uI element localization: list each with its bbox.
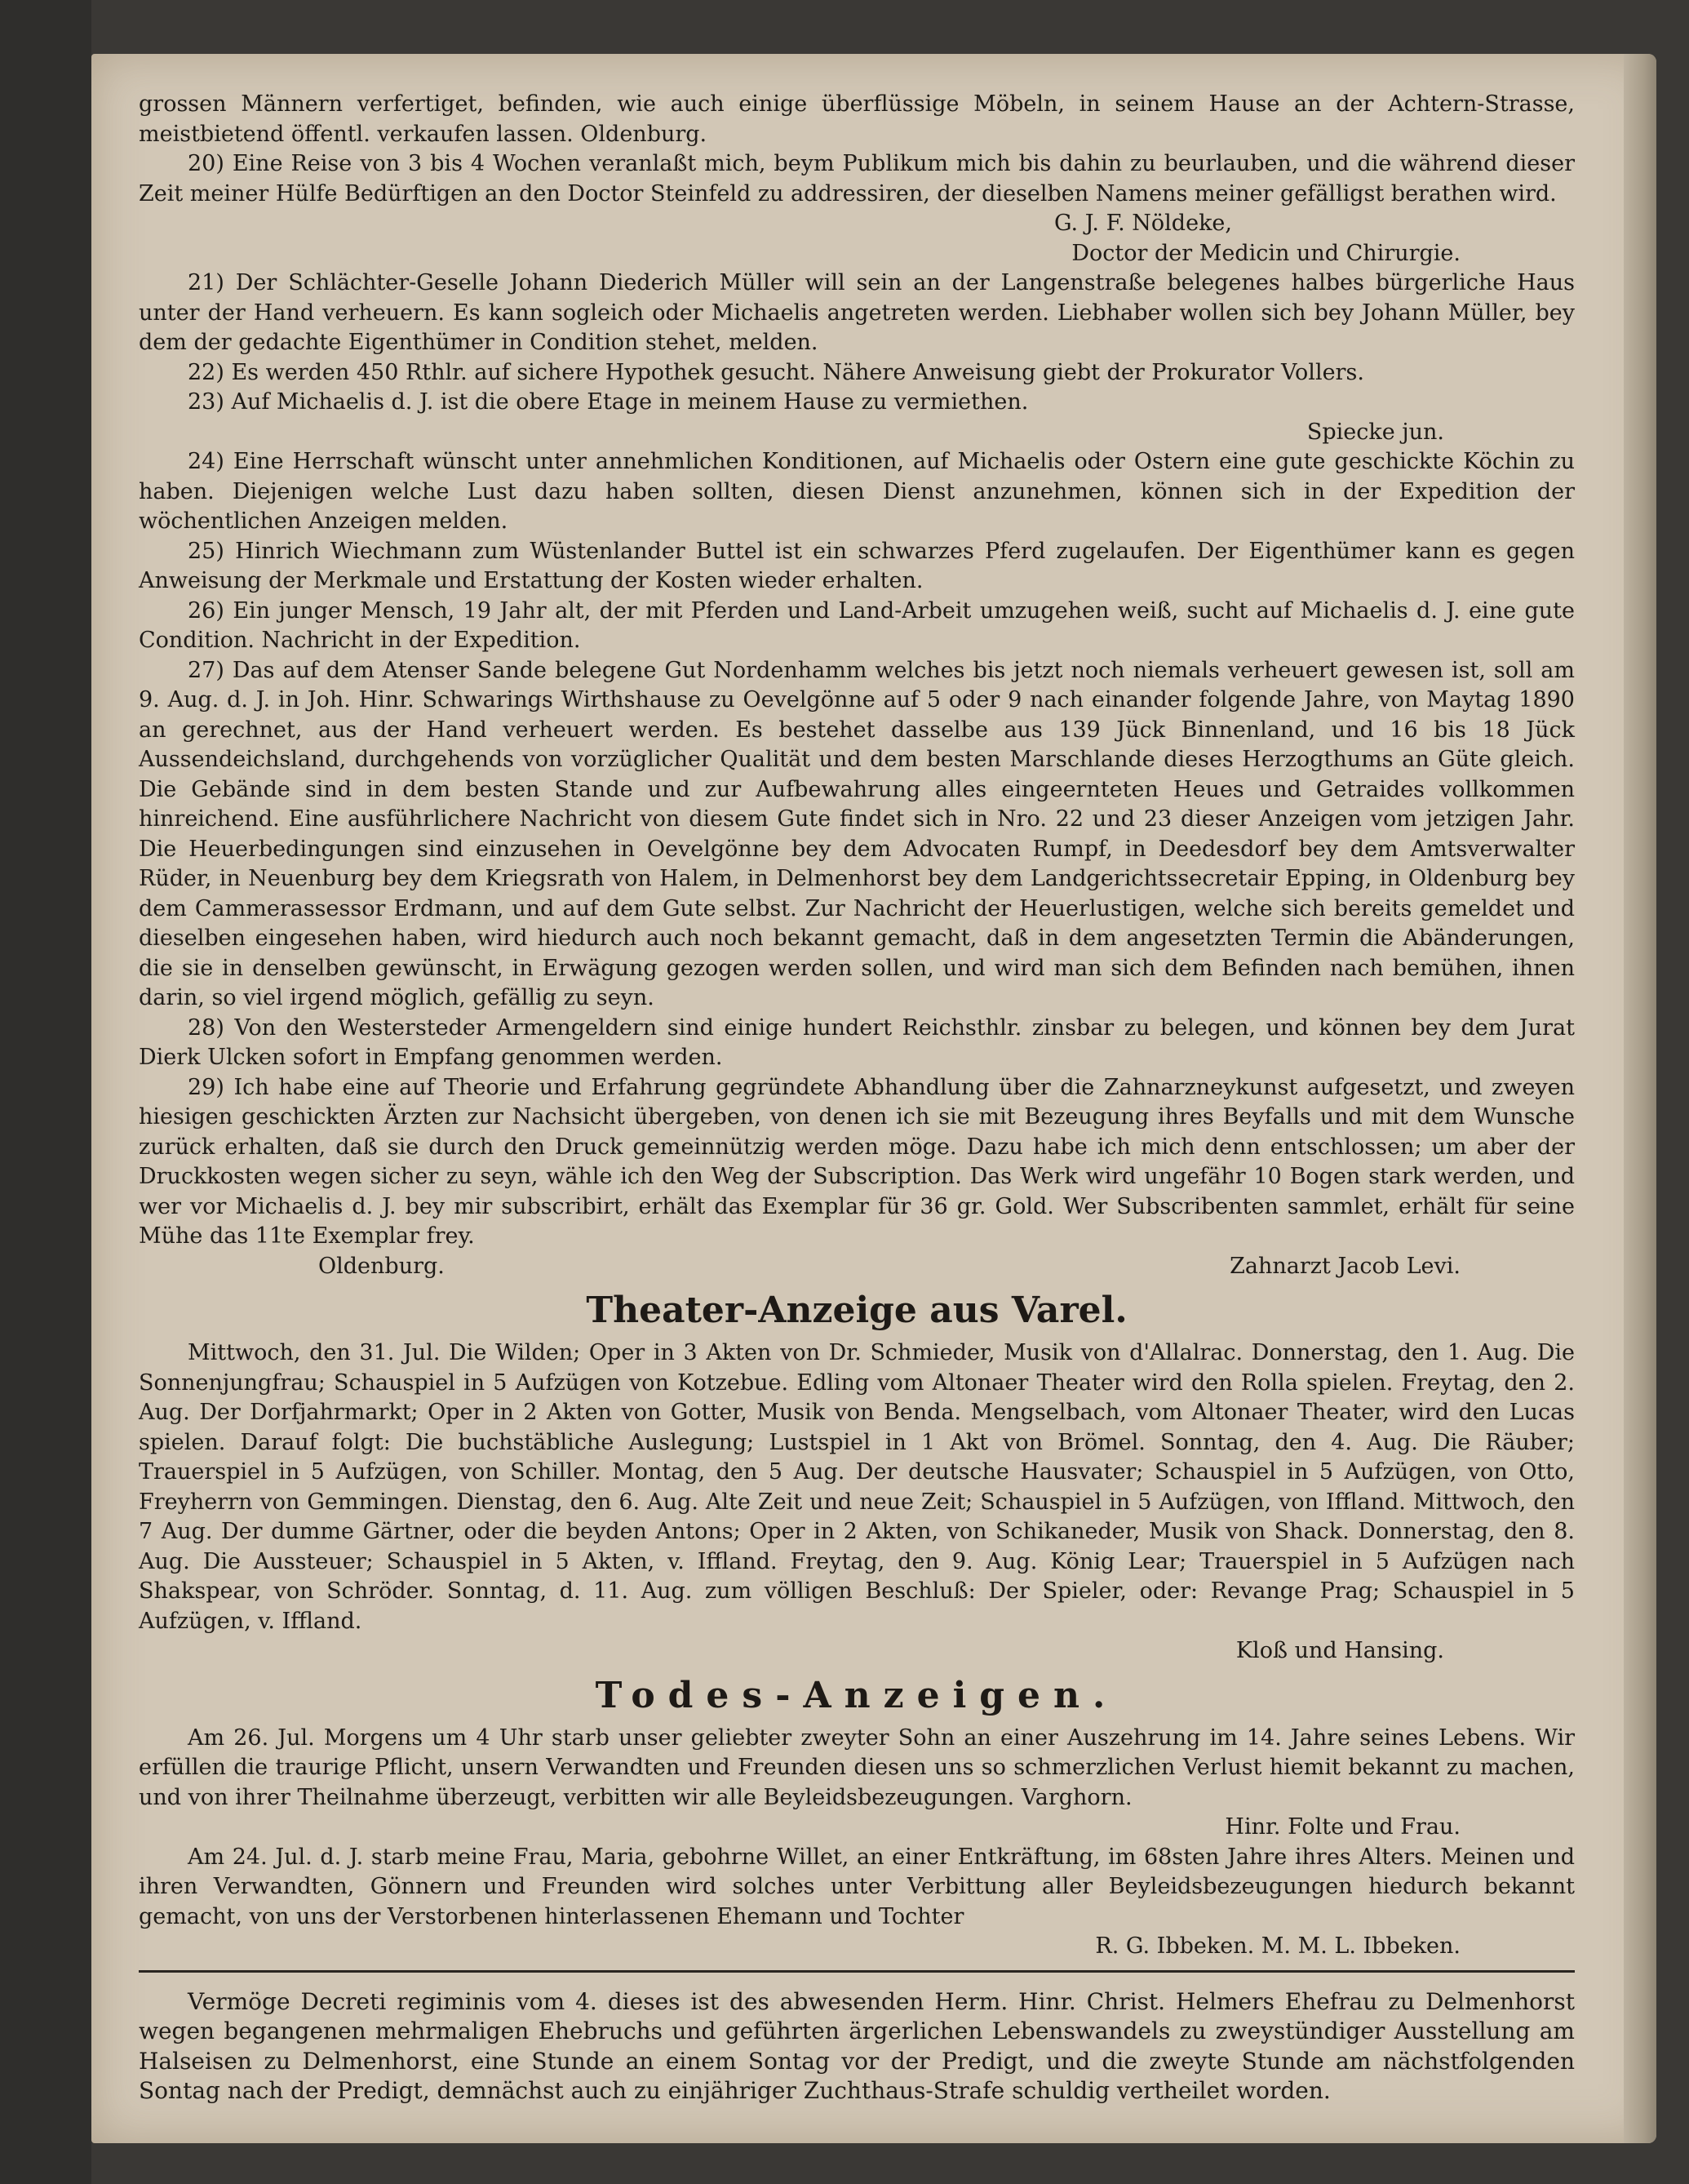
section-divider xyxy=(139,1970,1575,1973)
paragraph-24: 24) Eine Herrschaft wünscht unter annehmlichen Konditionen, auf Michaelis oder Ostern eine gute geschickte Köchin zu haben. Diejenigen welche Lust dazu haben sollten, diesen Dienst anzunehmen, können sich in der Expedition der wöchentlichen Anzeigen melden. xyxy=(139,449,1575,534)
paragraph-22: 22) Es werden 450 Rthlr. auf sichere Hypothek gesucht. Nähere Anweisung giebt der Prokurator Vollers. xyxy=(188,359,1364,385)
theater-schedule: Mittwoch, den 31. Jul. Die Wilden; Oper in 3 Akten von Dr. Schmieder, Musik von d'Allalrac. Donnerstag, den 1. Aug. Die Sonnenjungfrau; Schauspiel in 5 Aufzügen von Kotzebue. Edling vom Altonaer Theater wird den Rolla spielen. Freytag, den 2. Aug. Der Dorfjahrmarkt; Oper in 2 Akten von Gotter, Musik von Benda. Mengselbach, vom Altonaer Theater, wird den Lucas spielen. Darauf folgt: Die buchstäbliche Auslegung; Lustspiel in 1 Akt von Brömel. Sonntag, den 4. Aug. Die Räuber; Trauerspiel in 5 Aufzügen, von Schiller. Montag, den 5 Aug. Der deutsche Hausvater; Schauspiel in 5 Aufzügen, von Otto, Freyherrn von Gemmingen. Dienstag, den 6. Aug. Alte Zeit und neue Zeit; Schauspiel in 5 Aufzügen, von Iffland. Mittwoch, den 7 Aug. Der dumme Gärtner, oder die beyden Antons; Oper in 2 Akten, von Schikaneder, Musik von Shack. Donnerstag, den 8. Aug. Die Aussteuer; Schauspiel in 5 Akten, v. Iffland. Freytag, den 9. Aug. König Lear; Trauerspiel in 5 Aufzügen nach Shakspear, von Schröder. Sonntag, d. 11. Aug. zum völligen Beschluß: Der Spieler, oder: Revange Prag; Schauspiel in 5 Aufzügen, v. Iffland. xyxy=(139,1340,1575,1634)
paragraph-27: 27) Das auf dem Atenser Sande belegene Gut Nordenhamm welches bis jetzt noch niemals verheuert gewesen ist, soll am 9. Aug. d. J. in Joh. Hinr. Schwarings Wirthshause zu Oevelgönne auf 5 oder 9 nach einander folgende Jahre, von Maytag 1890 an gerechnet, aus der Hand verheuert werden. Es bestehet dasselbe aus 139 Jück Binnenland, und 16 bis 18 Jück Aussendeichsland, durchgehends von vorzüglicher Qualität und dem besten Marschlande dieses Herzogthums an Güte gleich. Die Gebände sind in dem besten Stande und zur Aufbewahrung alles eingeernteten Heues und Getraides vollkommen hinreichend. Eine ausführlichere Nachricht von diesem Gute findet sich in Nro. 22 und 23 dieser Anzeigen vom jetzigen Jahr. Die Heuerbedingungen sind einzusehen in Oevelgönne bey dem Advocaten Rumpf, in Deedesdorf bey dem Amtsverwalter Rüder, in Neuenburg bey dem Kriegsrath von Halem, in Delmenhorst bey dem Landgerichtssecretair Epping, in Oldenburg bey dem Cammerassessor Erdmann, und auf dem Gute selbst. Zur Nachricht der Heuerlustigen, welche sich bereits gemeldet und dieselben eingesehen haben, wird hiedurch auch noch bekannt gemacht, daß in dem angesetzten Termin die Abänderungen, die sie in denselben gewünscht, in Erwägung gezogen werden sollen, und wird man sich dem Befinden nach bemühen, ihnen darin, so viel irgend möglich, gefällig zu seyn. xyxy=(139,657,1575,1010)
death-notice-1-signature: Hinr. Folte und Frau. xyxy=(1225,1814,1461,1840)
paragraph-29: 29) Ich habe eine auf Theorie und Erfahrung gegründete Abhandlung über die Zahnarzneykunst aufgesetzt, und zweyen hiesigen geschickten Ärzten zur Nachsicht übergeben, von denen ich sie mit Bezeugung ihres Beyfalls und mit dem Wunsche zurück erhalten, daß sie durch den Druck gemeinnützig werden möge. Dazu habe ich mich denn entschlossen; um aber der Druckkosten wegen sicher zu seyn, wähle ich den Weg der Subscription. Das Werk wird ungefähr 10 Bogen stark werden, und wer vor Michaelis d. J. bey mir subscribirt, erhält das Exemplar für 36 gr. Gold. Wer Subscribenten sammlet, erhält für seine Mühe das 11te Exemplar frey. xyxy=(139,1074,1575,1249)
court-decree-notice: Vermöge Decreti regiminis vom 4. dieses ist des abwesenden Herm. Hinr. Christ. Helmers Ehefrau zu Delmenhorst wegen begangenen mehrmaligen Ehebruchs und geführten ärgerlichen Lebenswandels zu zweystündiger Ausstellung am Halseisen zu Delmenhorst, eine Stunde an einem Sontag vor der Predigt, und die zweyte Stunde am nächstfolgenden Sontag nach der Predigt, demnächst auch zu einjähriger Zuchthaus-Strafe schuldig vertheilet worden. xyxy=(139,1987,1575,2104)
paragraph-28: 28) Von den Westersteder Armengeldern sind einige hundert Reichsthlr. zinsbar zu belegen, und können bey dem Jurat Dierk Ulcken sofort in Empfang genommen werden. xyxy=(139,1014,1575,1070)
death-notices-heading: Todes-Anzeigen. xyxy=(595,1674,1119,1716)
death-notice-2-signature: R. G. Ibbeken. M. M. L. Ibbeken. xyxy=(1095,1933,1461,1959)
scan-background xyxy=(0,0,91,2184)
paragraph-23: 23) Auf Michaelis d. J. ist die obere Etage in meinem Hause zu vermiethen. xyxy=(188,389,1029,415)
paragraph-26: 26) Ein junger Mensch, 19 Jahr alt, der mit Pferden und Land-Arbeit umzugehen weiß, sucht auf Michaelis d. J. eine gute Condition. Nachricht in der Expedition. xyxy=(139,597,1575,653)
page-edge xyxy=(1624,54,1656,2143)
paragraph-21: 21) Der Schlächter-Geselle Johann Diederich Müller will sein an der Langenstraße belegenes halbes bürgerliche Haus unter der Hand verheuern. Es kann sogleich oder Michaelis angetreten werden. Liebhaber wollen sich bey Johann Müller, bey dem der gedachte Eigenthümer in Condition stehet, melden. xyxy=(139,270,1575,355)
paragraph-29-signature-line xyxy=(139,1252,1575,1282)
theater-heading: Theater-Anzeige aus Varel. xyxy=(586,1290,1128,1331)
paragraph-20: 20) Eine Reise von 3 bis 4 Wochen veranlaßt mich, beym Publikum mich bis dahin zu beurlauben, und die während dieser Zeit meiner Hülfe Bedürftigen an den Doctor Steinfeld zu addressiren, der dieselben Namens meiner gefälligst berathen wird. xyxy=(139,151,1575,206)
paragraph-20-signature-title: Doctor der Medicin und Chirurgie. xyxy=(1071,240,1461,266)
paragraph-23-signature: Spiecke jun. xyxy=(1306,419,1444,445)
paragraph-19-continuation: grossen Männern verfertiget, befinden, wie auch einige überflüssige Möbeln, in seinem Hause an der Achtern-Strasse, meistbietend öffentl. verkaufen lassen. Oldenburg. xyxy=(139,91,1575,147)
paragraph-20-signature-name: G. J. F. Nöldeke, xyxy=(1053,211,1232,236)
paragraph-25: 25) Hinrich Wiechmann zum Wüstenlander Buttel ist ein schwarzes Pferd zugelaufen. Der Eigenthümer kann es gegen Anweisung der Merkmale und Erstattung der Kosten wieder erhalten. xyxy=(139,538,1575,593)
page-content xyxy=(139,90,1575,2106)
paragraph-29-signature: Zahnarzt Jacob Levi. xyxy=(1230,1253,1461,1279)
death-notice-2: Am 24. Jul. d. J. starb meine Frau, Maria, gebohrne Willet, an einer Entkräftung, im 68sten Jahre ihres Alters. Meinen und ihren Verwandten, Gönnern und Freunden wird solches unter Verbittung aller Beyleidsbezeugungen hiedurch bekannt gemacht, von uns der Verstorbenen hinterlassenen Ehemann und Tochter xyxy=(139,1844,1575,1929)
death-notice-1: Am 26. Jul. Morgens um 4 Uhr starb unser geliebter zweyter Sohn an einer Auszehrung im 14. Jahre seines Lebens. Wir erfüllen die traurige Pflicht, unsern Verwandten und Freunden diesen uns so schmerzlichen Verlust hiemit bekannt zu machen, und von ihrer Theilnahme überzeugt, verbitten wir alle Beyleidsbezeugungen. Varghorn. xyxy=(139,1725,1575,1810)
paragraph-29-place: Oldenburg. xyxy=(318,1253,445,1279)
theater-signature: Kloß und Hansing. xyxy=(1235,1638,1444,1663)
